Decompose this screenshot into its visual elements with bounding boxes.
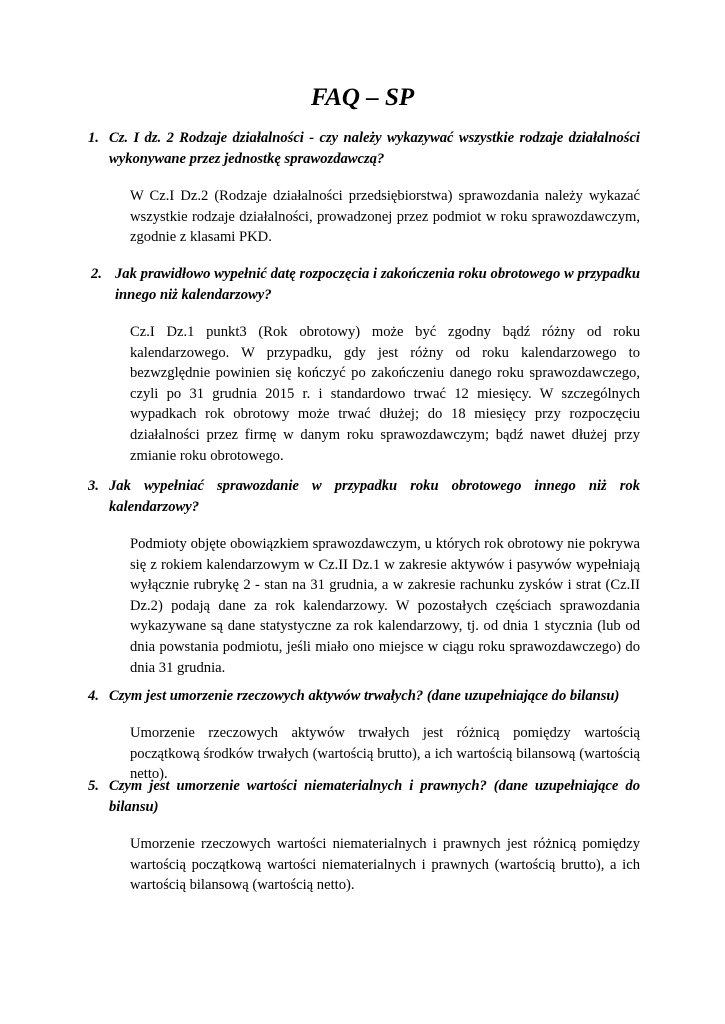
- faq-answer-2: Cz.I Dz.1 punkt3 (Rok obrotowy) może być zgodny bądź różny od roku kalendarzowego. W przypadku, gdy jest różny od roku kalendarzowego to bezwzględnie powinien się kończyć po zakończeniu danego roku sprawozdawczego, czyli po 31 grudnia 2015 r. i standardowo trwać 12 miesięcy. W szczególnych wypadkach rok obrotowy może trwać dłużej; do 18 miesięcy przy rozpoczęciu działalności przez firmę w danym roku sprawozdawczym; bądź nawet dłużej przy zmianie roku obrotowego.: [130, 324, 640, 464]
- faq-number-5: 5.: [88, 778, 99, 794]
- faq-question-text-3: Jak wypełniać sprawozdanie w przypadku roku obrotowego innego niż rok kalendarzowy?: [109, 478, 640, 515]
- faq-question-text-5: Czym jest umorzenie wartości niematerialnych i prawnych? (dane uzupełniające do bilansu): [109, 778, 640, 815]
- faq-question-4: [88, 686, 640, 707]
- faq-answer-5: Umorzenie rzeczowych wartości niematerialnych i prawnych jest różnicą pomiędzy wartością początkową wartości niematerialnych i prawnych (wartością brutto), a ich wartością bilansową (wartością netto).: [130, 836, 640, 894]
- faq-question-5: [88, 776, 640, 818]
- faq-question-text-4: Czym jest umorzenie rzeczowych aktywów trwałych? (dane uzupełniające do bilansu): [109, 688, 620, 704]
- faq-number-1: 1.: [88, 130, 99, 146]
- faq-item-3: [88, 476, 640, 678]
- faq-number-4: 4.: [88, 688, 99, 704]
- faq-question-1: [88, 128, 640, 170]
- faq-question-3: [88, 476, 640, 518]
- faq-item-4: [88, 686, 640, 785]
- faq-item-1: [88, 128, 640, 248]
- faq-question-text-1: Cz. I dz. 2 Rodzaje działalności - czy należy wykazywać wszystkie rodzaje działalności wykonywane przez jednostkę sprawozdawczą?: [109, 130, 640, 167]
- faq-item-5: [88, 776, 640, 896]
- faq-question-text-2: Jak prawidłowo wypełnić datę rozpoczęcia i zakończenia roku obrotowego w przypadku innego niż kalendarzowy?: [115, 266, 640, 303]
- faq-number-2: 2.: [91, 266, 102, 282]
- page-title: FAQ – SP: [310, 84, 415, 111]
- faq-question-2: [91, 264, 640, 306]
- faq-answer-4: Umorzenie rzeczowych aktywów trwałych jest różnicą pomiędzy wartością początkową środków trwałych (wartością brutto), a ich wartością bilansową (wartością netto).: [130, 725, 640, 783]
- faq-answer-3: Podmioty objęte obowiązkiem sprawozdawczym, u których rok obrotowy nie pokrywa się z rokiem kalendarzowym w Cz.II Dz.1 w zakresie aktywów i pasywów wypełniają wyłącznie rubrykę 2 - stan na 31 grudnia, a w zakresie rachunku zysków i strat (Cz.II Dz.2) podają dane za rok kalendarzowy. W pozostałych częściach sprawozdania wykazywane są dane statystyczne za rok kalendarzowy, tj. od dnia 1 stycznia (lub od dnia powstania podmiotu, jeśli miało ono miejsce w ciągu roku sprawozdawczego) do dnia 31 grudnia.: [130, 536, 640, 676]
- faq-item-2: [91, 264, 640, 466]
- faq-number-3: 3.: [88, 478, 99, 494]
- faq-answer-1: W Cz.I Dz.2 (Rodzaje działalności przedsiębiorstwa) sprawozdania należy wykazać wszystkie rodzaje działalności, prowadzonej przez podmiot w roku sprawozdawczym, zgodnie z klasami PKD.: [130, 188, 640, 246]
